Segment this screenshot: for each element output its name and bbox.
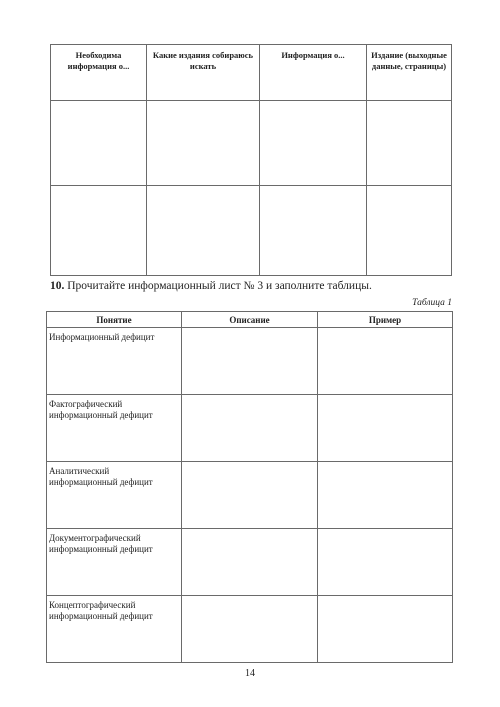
concept-cell: Фактографический информационный дефицит	[47, 395, 182, 462]
header-needed-info: Необходима информация о...	[51, 45, 147, 101]
table-cell[interactable]	[51, 186, 147, 276]
table-row	[47, 596, 453, 663]
table-row	[51, 186, 452, 276]
search-plan-table	[50, 44, 452, 276]
header-concept: Понятие	[47, 312, 182, 328]
example-cell[interactable]	[318, 596, 453, 663]
table-cell[interactable]	[51, 101, 147, 186]
header-publications: Какие издания собираюсь искать	[147, 45, 260, 101]
table-row	[47, 462, 453, 529]
concept-cell: Концептографический информационный дефицит	[47, 596, 182, 663]
description-cell[interactable]	[182, 462, 318, 529]
table-header-row	[47, 312, 453, 328]
header-info-about: Информация о...	[260, 45, 367, 101]
example-cell[interactable]	[318, 395, 453, 462]
page-number: 14	[245, 668, 255, 679]
table-row	[47, 328, 453, 395]
table-cell[interactable]	[260, 186, 367, 276]
table-row	[51, 101, 452, 186]
header-edition: Издание (выходные данные, страницы)	[367, 45, 452, 101]
table-cell[interactable]	[367, 101, 452, 186]
info-deficit-table	[46, 311, 453, 663]
table-row	[47, 529, 453, 596]
table-header-row	[51, 45, 452, 101]
example-cell[interactable]	[318, 462, 453, 529]
example-cell[interactable]	[318, 529, 453, 596]
table-cell[interactable]	[147, 186, 260, 276]
description-cell[interactable]	[182, 328, 318, 395]
description-cell[interactable]	[182, 596, 318, 663]
description-cell[interactable]	[182, 395, 318, 462]
example-cell[interactable]	[318, 328, 453, 395]
table-cell[interactable]	[147, 101, 260, 186]
table-cell[interactable]	[260, 101, 367, 186]
header-description: Описание	[182, 312, 318, 328]
task-number: 10.	[50, 280, 65, 292]
table-cell[interactable]	[367, 186, 452, 276]
table-row	[47, 395, 453, 462]
table-caption: Таблица 1	[412, 298, 452, 308]
concept-cell: Информационный дефицит	[47, 328, 182, 395]
concept-cell: Документографический информационный дефицит	[47, 529, 182, 596]
description-cell[interactable]	[182, 529, 318, 596]
task-heading	[50, 280, 372, 292]
header-example: Пример	[318, 312, 453, 328]
task-text: Прочитайте информационный лист № 3 и заполните таблицы.	[64, 280, 372, 292]
concept-cell: Аналитический информационный дефицит	[47, 462, 182, 529]
